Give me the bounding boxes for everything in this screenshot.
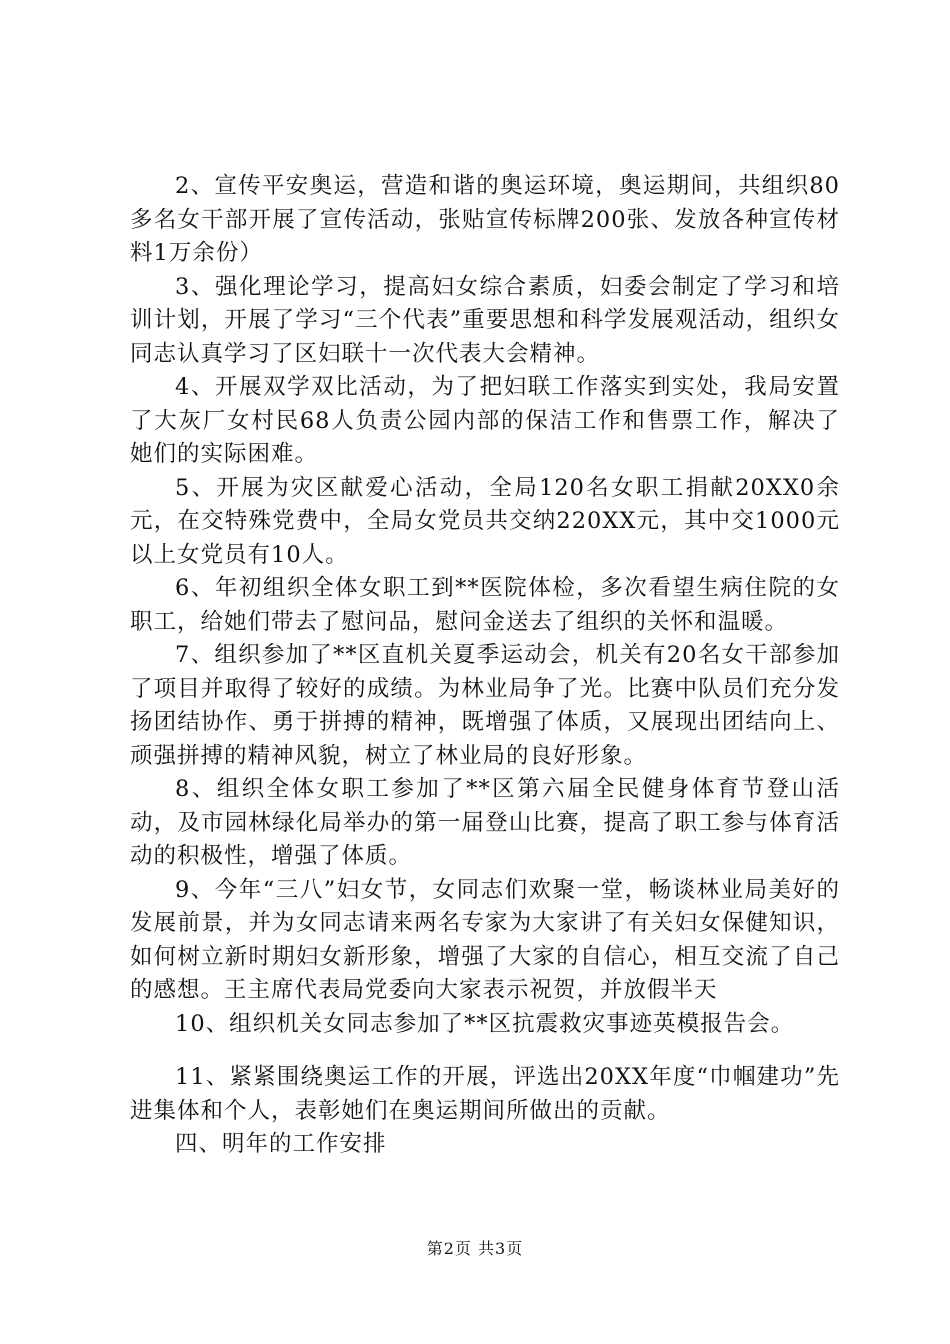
- paragraph-item-4: 4、开展双学双比活动，为了把妇联工作落实到实处，我局安置了大灰厂女村民68人负责公园内部的保洁工作和售票工作，解决了她们的实际困难。: [130, 374, 840, 467]
- paragraph-item-9: 9、今年“三八”妇女节，女同志们欢聚一堂，畅谈林业局美好的发展前景，并为女同志请来两名专家为大家讲了有关妇女保健知识，如何树立新时期妇女新形象，增强了大家的自信心，相互交流了自己的感想。王主席代表局党委向大家表示祝贺，并放假半天: [130, 876, 840, 1003]
- paragraph-item-2: 2、宣传平安奥运，营造和谐的奥运环境，奥运期间，共组织80多名女干部开展了宣传活动，张贴宣传标牌200张、发放各种宣传材料1万余份）: [130, 173, 840, 266]
- paragraph-item-11: 11、紧紧围绕奥运工作的开展，评选出20XX年度“巾帼建功”先进集体和个人，表彰她们在奥运期间所做出的贡献。: [130, 1064, 840, 1124]
- paragraph-item-3: 3、强化理论学习，提高妇女综合素质，妇委会制定了学习和培训计划，开展了学习“三个代表”重要思想和科学发展观活动，组织女同志认真学习了区妇联十一次代表大会精神。: [130, 273, 840, 367]
- paragraph-item-8: 8、组织全体女职工参加了**区第六届全民健身体育节登山活动，及市园林绿化局举办的第一届登山比赛，提高了职工参与体育活动的积极性，增强了体质。: [130, 776, 840, 869]
- section-heading: 四、明年的工作安排: [175, 1131, 387, 1157]
- paragraph-item-7: 7、组织参加了**区直机关夏季运动会，机关有20名女干部参加了项目并取得了较好的成绩。为林业局争了光。比赛中队员们充分发扬团结协作、勇于拼搏的精神，既增强了体质，又展现出团结向上、顽强拼搏的精神风貌，树立了林业局的良好形象。: [130, 642, 840, 769]
- page-number-label: 第2页 共3页: [426, 1239, 524, 1258]
- page-footer: [0, 1238, 950, 1260]
- document-body: [130, 170, 840, 1162]
- paragraph-item-5: 5、开展为灾区献爱心活动，全局120名女职工捐献20XX0余元，在交特殊党费中，全局女党员共交纳220XX元，其中交1000元以上女党员有10人。: [130, 474, 840, 568]
- paragraph-item-6: 6、年初组织全体女职工到**医院体检，多次看望生病住院的女职工，给她们带去了慰问品，慰问金送去了组织的关怀和温暖。: [130, 575, 840, 635]
- paragraph-item-10: 10、组织机关女同志参加了**区抗震救灾事迹英模报告会。: [175, 1010, 795, 1037]
